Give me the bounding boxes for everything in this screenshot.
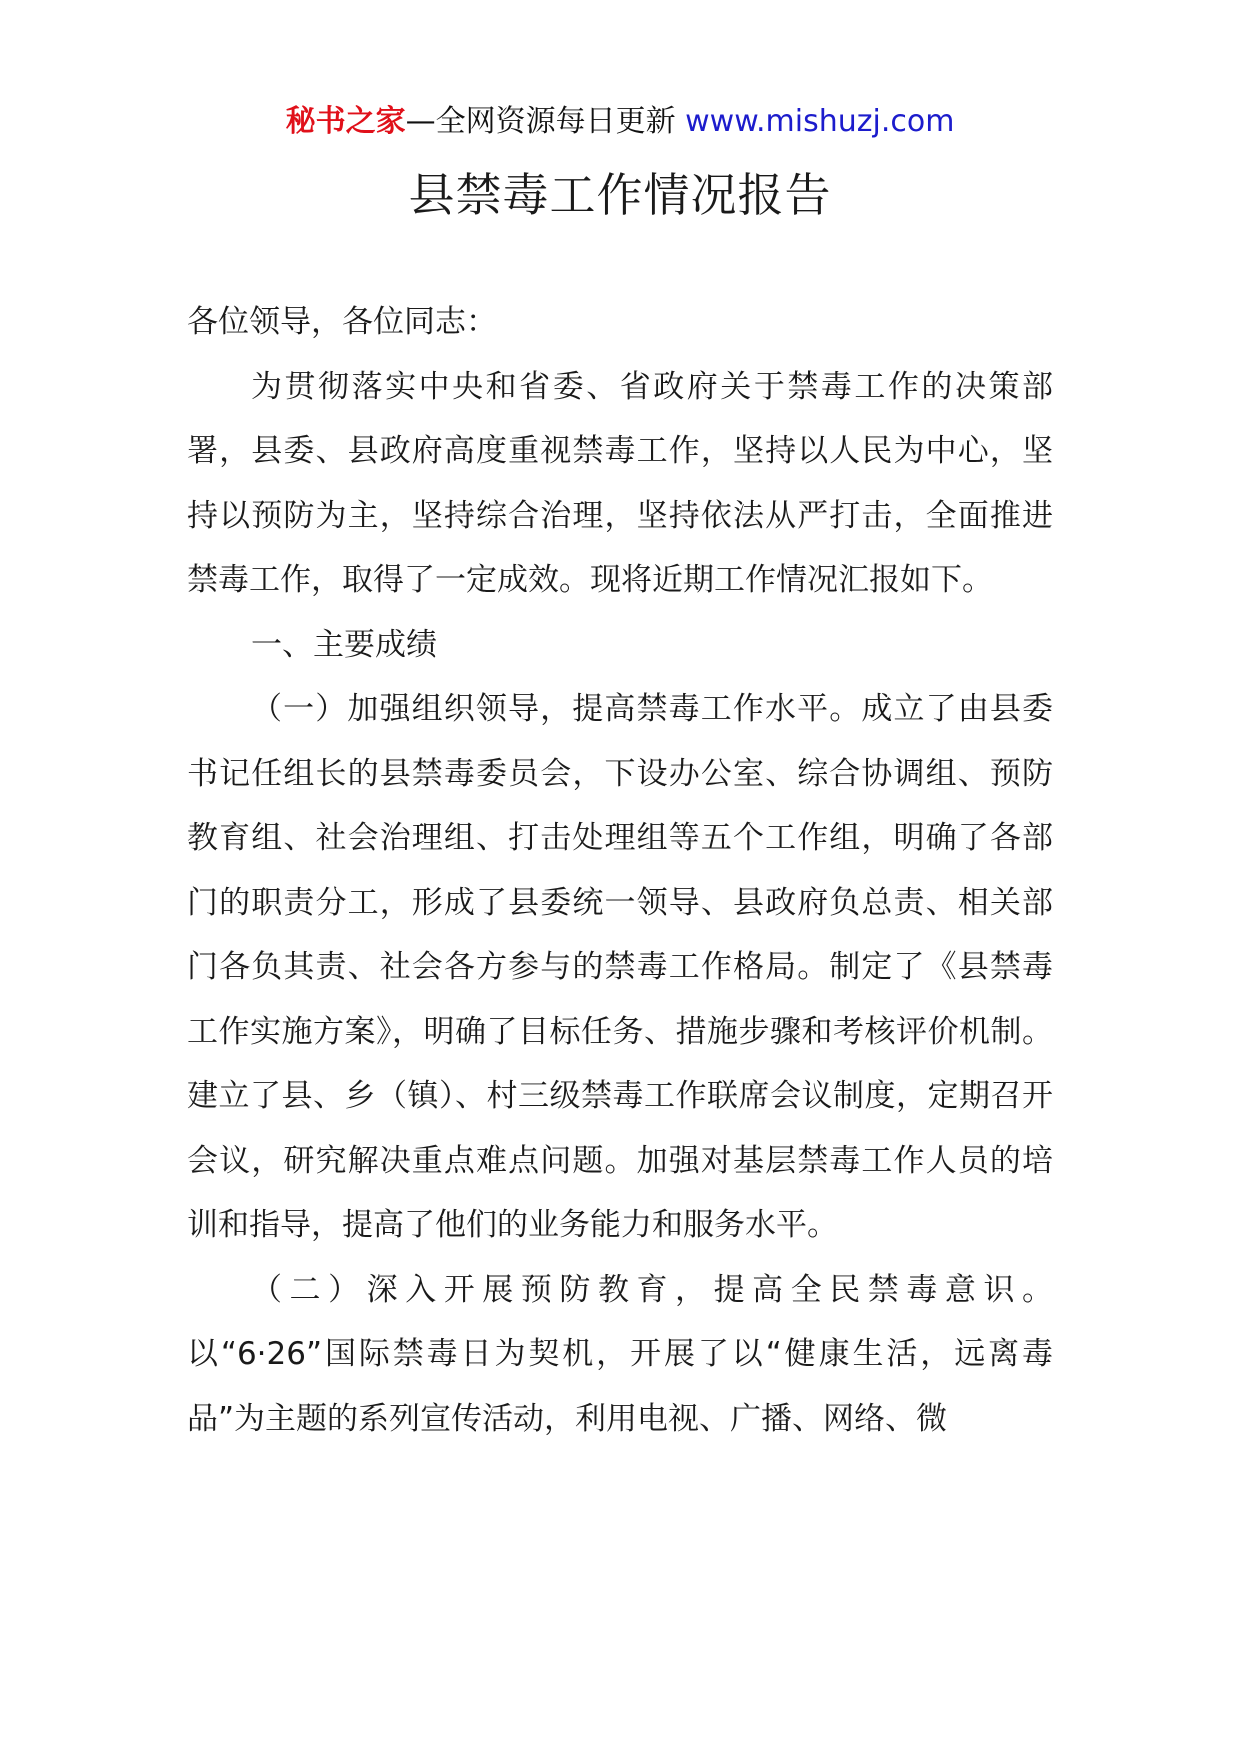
site-url-link[interactable]: www.mishuzj.com xyxy=(685,104,955,139)
site-slogan: —全网资源每日更新 xyxy=(405,104,676,139)
document-body xyxy=(187,290,1053,1451)
site-header xyxy=(0,100,1240,144)
document-title: 县禁毒工作情况报告 xyxy=(408,168,832,222)
body-paragraph: （一）加强组织领导，提高禁毒工作水平。成立了由县委书记任组长的县禁毒委员会，下设办公室、综合协调组、预防教育组、社会治理组、打击处理组等五个工作组，明确了各部门的职责分工，形成了县委统一领导、县政府负总责、相关部门各负其责、社会各方参与的禁毒工作格局。制定了《县禁毒工作实施方案》，明确了目标任务、措施步骤和考核评价机制。建立了县、乡（镇）、村三级禁毒工作联席会议制度，定期召开会议，研究解决重点难点问题。加强对基层禁毒工作人员的培训和指导，提高了他们的业务能力和服务水平。 xyxy=(187,691,1053,1243)
section-heading: 一、主要成绩 xyxy=(251,626,437,663)
salutation: 各位领导，各位同志： xyxy=(187,304,497,340)
intro-paragraph: 为贯彻落实中央和省委、省政府关于禁毒工作的决策部署，县委、县政府高度重视禁毒工作，坚持以人民为中心，坚持以预防为主，坚持综合治理，坚持依法从严打击，全面推进禁毒工作，取得了一定成效。现将近期工作情况汇报如下。 xyxy=(187,368,1053,598)
site-brand: 秘书之家 xyxy=(285,104,406,139)
body-paragraph: （二）深入开展预防教育，提高全民禁毒意识。以“6·26”国际禁毒日为契机，开展了以“健康生活，远离毒品”为主题的系列宣传活动，利用电视、广播、网络、微 xyxy=(187,1271,1053,1437)
